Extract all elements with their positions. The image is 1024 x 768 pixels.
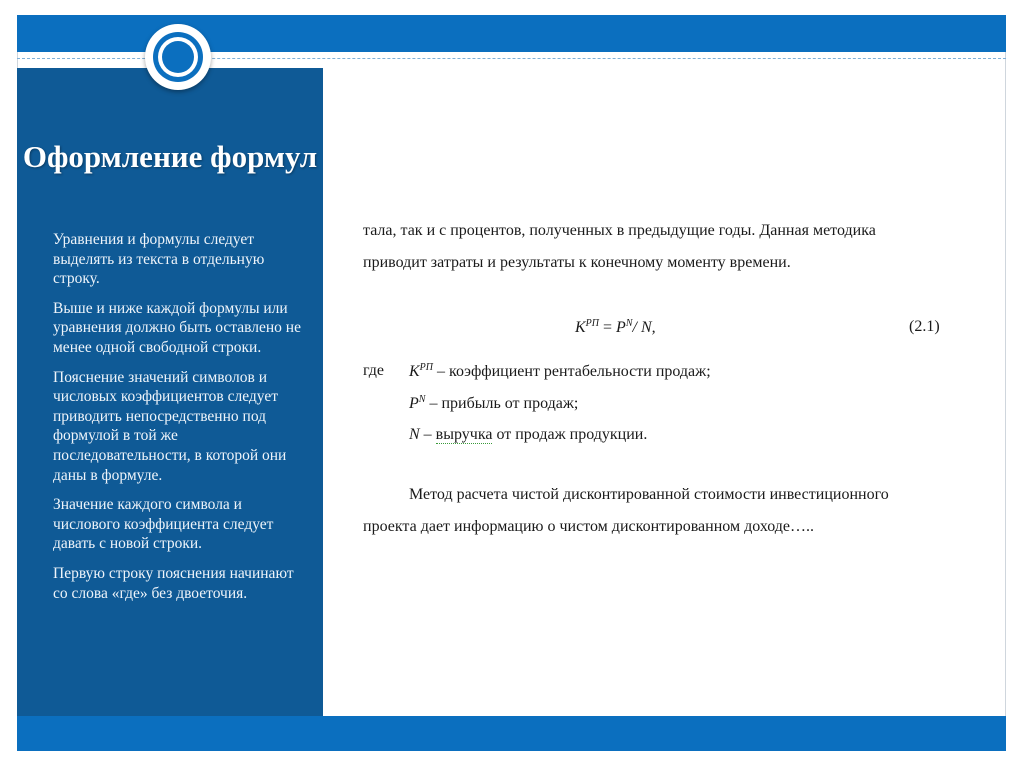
bottom-band bbox=[17, 716, 1006, 751]
outro-line: Метод расчета чистой дисконтированной стоимости инвестиционного bbox=[409, 486, 889, 503]
sidebar-paragraph: Значение каждого символа и числового коэффициента следует давать с новой строки. bbox=[53, 496, 274, 553]
outro-line: проекта дает информацию о чистом дисконтированном доходе….. bbox=[363, 518, 814, 535]
symbol-explanation: N – выручка от продаж продукции. bbox=[409, 426, 648, 443]
sidebar-paragraph: Выше и ниже каждой формулы или уравнения должно быть оставлено не менее одной свободной строки. bbox=[53, 299, 301, 356]
where-word: где bbox=[363, 362, 385, 379]
symbol-explanation: $K^{РП}$ – коэффициент рентабельности продаж; bbox=[409, 362, 711, 380]
sidebar-paragraph: Уравнения и формулы следует выделять из текста в отдельную строку. bbox=[53, 231, 265, 288]
sidebar-paragraph: Пояснение значений символов и числовых коэффициентов следует приводить непосредственно под формулой в той же последовательности, в которой они даны в формуле. bbox=[53, 368, 287, 484]
symbol-explanation: $P^N$ – прибыль от продаж; bbox=[409, 394, 579, 412]
circle-ring-icon bbox=[145, 24, 211, 90]
equation-number: (2.1) bbox=[909, 318, 940, 335]
intro-line: тала, так и с процентов, полученных в предыдущие годы. Данная методика bbox=[363, 222, 876, 239]
intro-line: приводит затраты и результаты к конечному моменту времени. bbox=[363, 254, 791, 271]
sidebar-paragraph: Первую строку пояснения начинают со слова «где» без двоеточия. bbox=[53, 564, 294, 602]
formula-row bbox=[363, 318, 963, 340]
sidebar-panel bbox=[17, 68, 323, 716]
sidebar-text bbox=[53, 230, 311, 613]
slide-title: Оформление формул bbox=[22, 139, 318, 174]
formula: $K^{РП} = P^N/$ N, bbox=[575, 318, 656, 336]
